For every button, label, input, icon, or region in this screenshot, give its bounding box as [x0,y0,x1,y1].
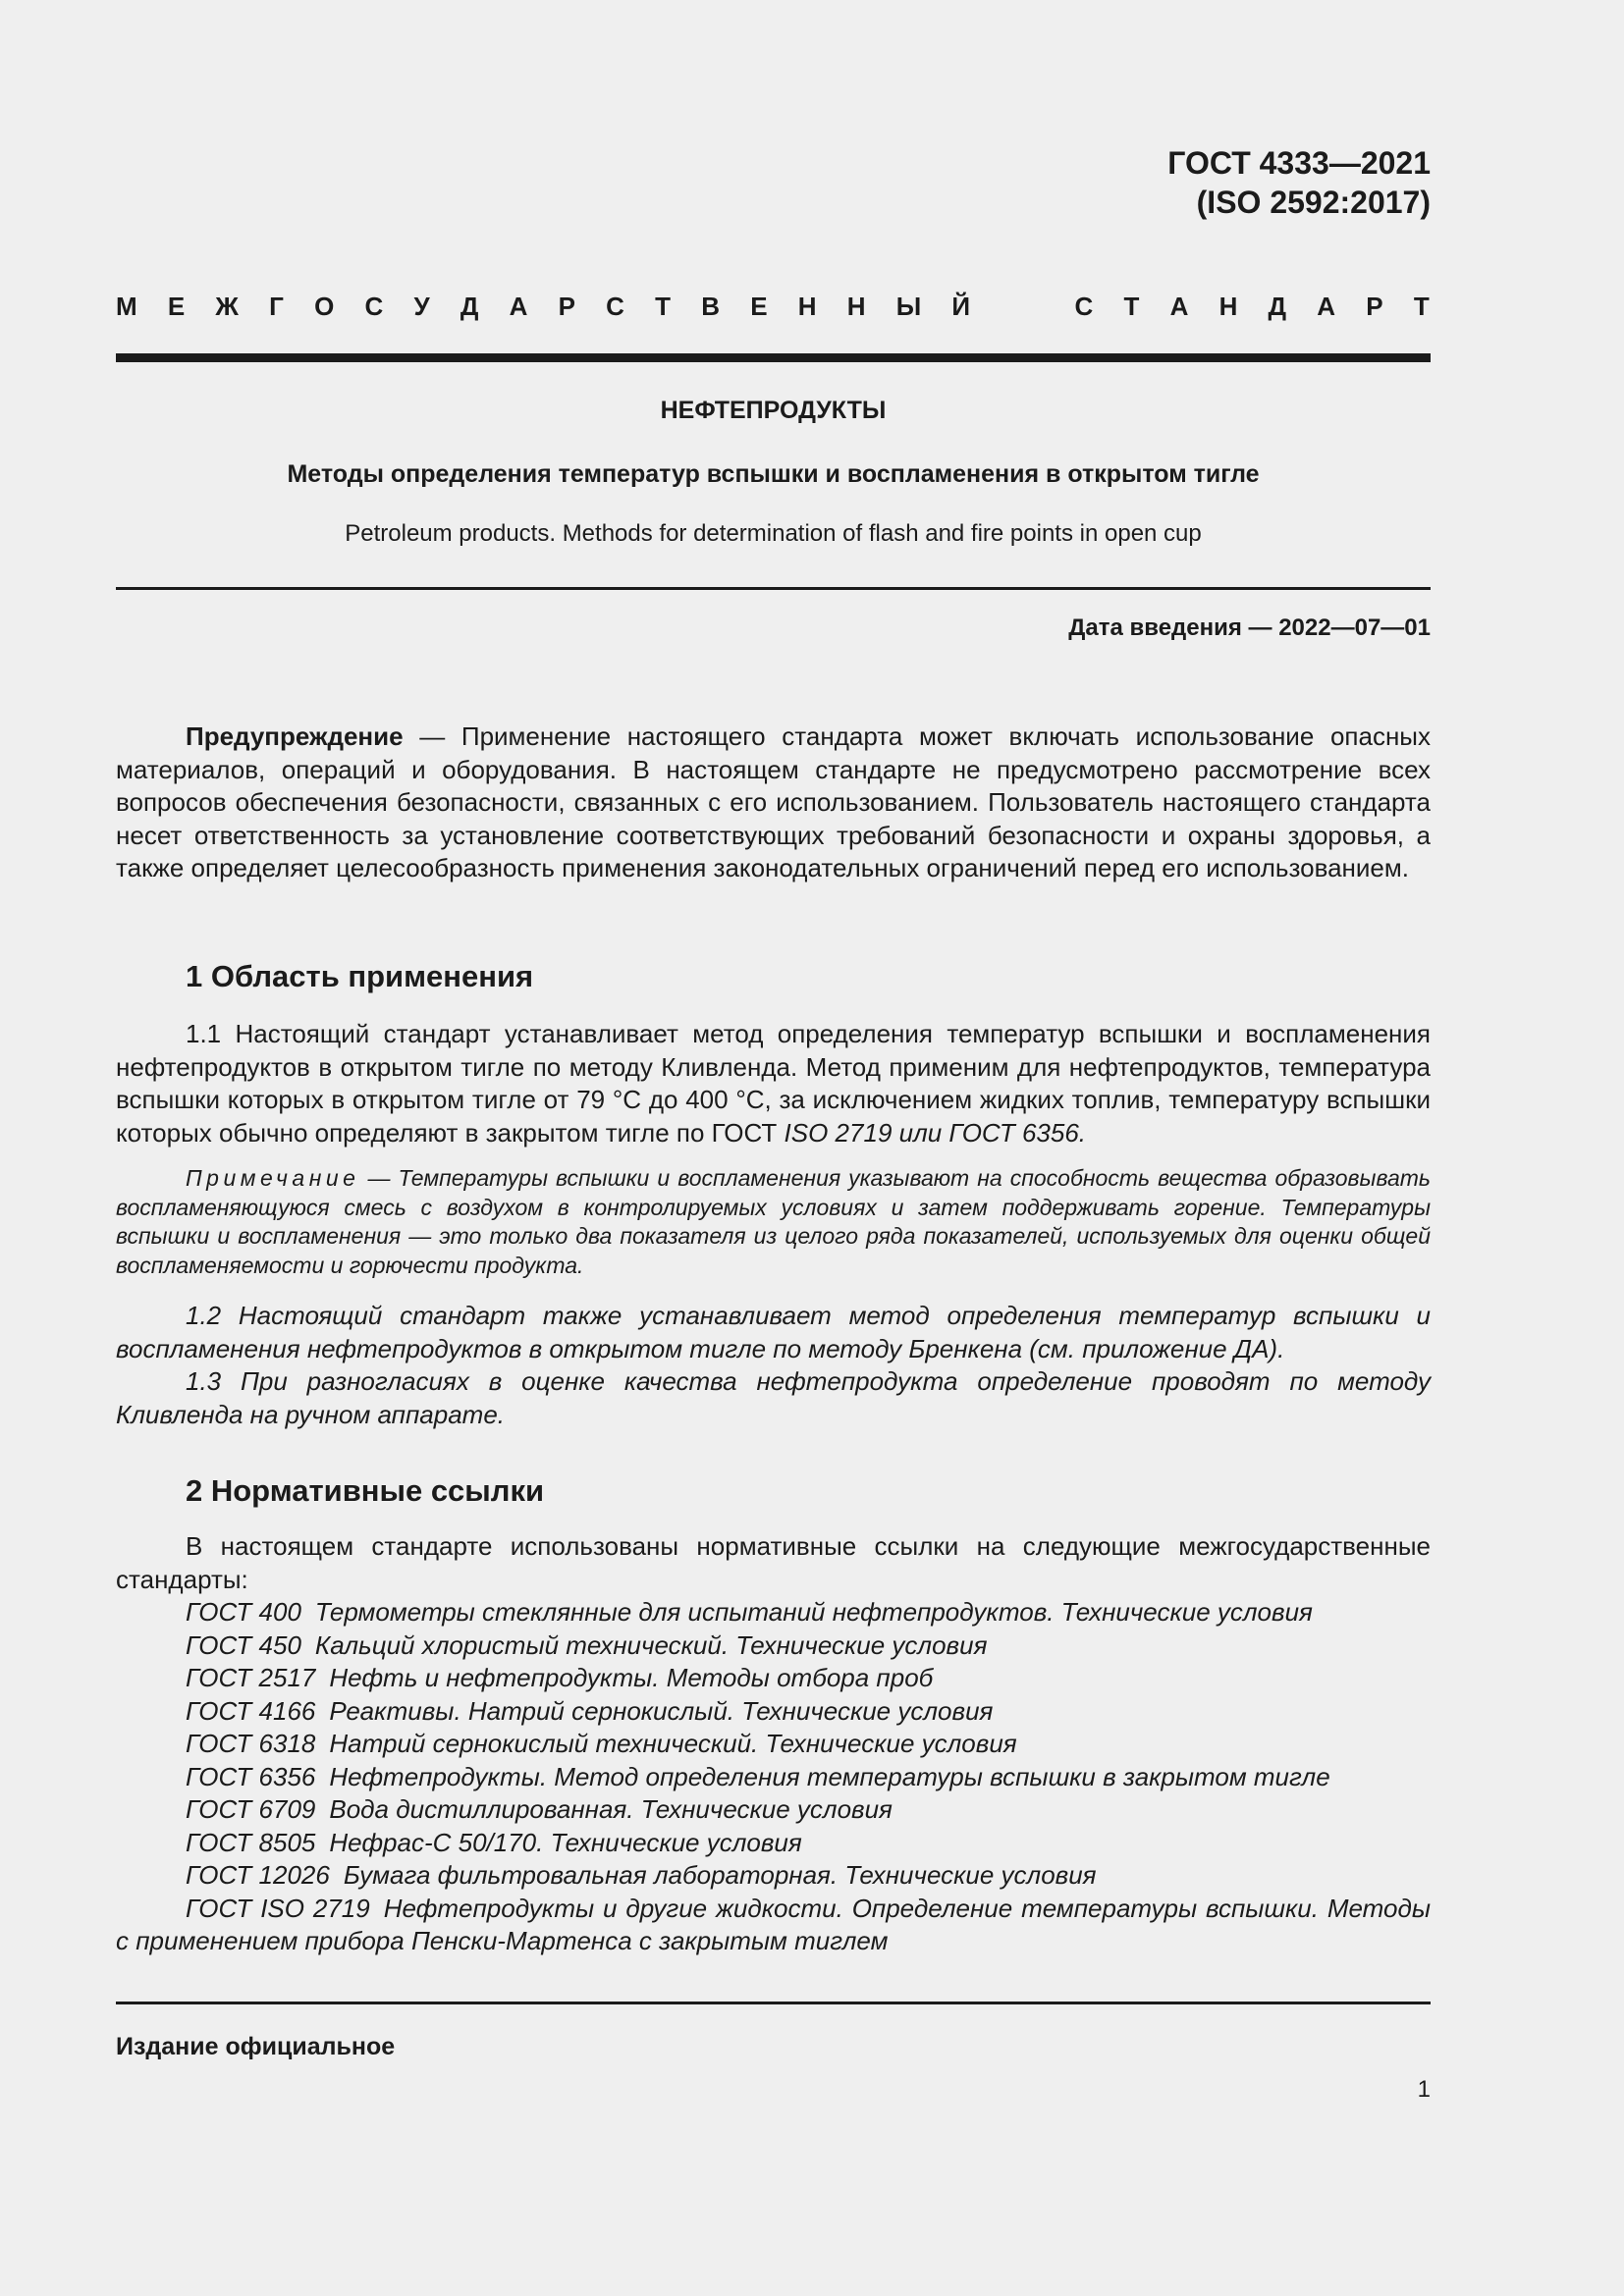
reference-item [116,1893,1431,1958]
banner-letter: А [1317,292,1336,321]
introduction-date: Дата введения — 2022—07—01 [1068,614,1431,641]
banner-letter: Д [1268,292,1287,321]
note-text: — Температуры вспышки и воспламенения указывают на способность вещества образовывать воспламеняющуюся смесь с воздухом в контролируемых условиях и затем поддерживать горение. Температуры вспышки и воспламенения — это только два показателя из целого ряда показателей, используемых для оценки общей воспламеняемости и горючести продукта. [116,1165,1431,1278]
reference-title: Вода дистиллированная. Технические условия [329,1794,893,1824]
reference-item [116,1761,1431,1794]
banner-letter: Р [558,292,575,321]
banner-letter: А [509,292,528,321]
paragraph-1-3: 1.3 При разногласиях в оценке качества нефтепродукта определение проводят по методу Кливленда на ручном аппарате. [116,1366,1431,1429]
reference-title: Бумага фильтровальная лабораторная. Технические условия [343,1860,1097,1890]
warning-label: Предупреждение [186,721,404,751]
section-1-heading: 1 Область применения [186,959,534,993]
banner-letter: У [413,292,430,321]
banner-letter: Н [797,292,817,321]
reference-item [116,1629,1431,1663]
section-2-heading: 2 Нормативные ссылки [186,1473,545,1508]
paragraph-1-1 [116,1018,1431,1149]
warning-paragraph [116,721,1431,885]
standard-number-block [1167,143,1431,222]
banner-letter: Н [1218,292,1238,321]
banner-letter: М [116,292,137,321]
standard-number: ГОСТ 4333—2021 [1167,145,1431,181]
reference-code: ГОСТ ISO 2719 [186,1893,370,1923]
banner-letter: О [314,292,335,321]
paragraph-1-1-italic: ISO 2719 или ГОСТ 6356. [784,1117,1087,1148]
banner-letter: Ы [895,292,922,321]
official-edition-label: Издание официальное [116,2033,396,2060]
english-title: Petroleum products. Methods for determination of flash and fire points in open cup [345,520,1202,547]
banner-letter: А [1169,292,1189,321]
banner-letter: Т [655,292,672,321]
reference-title: Реактивы. Натрий сернокислый. Технические условия [329,1695,994,1726]
banner-word-gap [1001,289,1044,324]
reference-code: ГОСТ 6709 [186,1794,316,1824]
reference-code: ГОСТ 6318 [186,1729,316,1758]
reference-code: ГОСТ 2517 [186,1663,316,1692]
banner-letter: Т [1413,292,1430,321]
banner-letter: В [701,292,721,321]
note-label: Примечание [186,1165,360,1191]
banner-letter: Д [460,292,479,321]
section-2-intro: В настоящем стандарте использованы нормативные ссылки на следующие межгосударственные стандарты: [116,1531,1431,1594]
banner-letter: Р [1366,292,1383,321]
header-rule [116,353,1431,362]
banner-letter: Е [167,292,186,321]
reference-title: Нефрас-С 50/170. Технические условия [329,1827,802,1857]
interstate-standard-banner [116,289,1430,324]
footer-rule [116,2002,1431,2004]
warning-text: — Применение настоящего стандарта может включать использование опасных материалов, операций и оборудования. В настоящем стандарте не предусмотрено рассмотрение всех вопросов обеспечения безопасности, связанных с его использованием. Пользователь настоящего стандарта несет ответственность за установление соответствующих требований безопасности и охраны здоровья, а также определяет целесообразность применения законодательных ограничений перед его использованием. [116,721,1431,882]
reference-item [116,1859,1431,1893]
banner-letter: Ж [215,292,239,321]
iso-number: (ISO 2592:2017) [1196,185,1431,220]
note-paragraph [116,1164,1431,1280]
document-title: НЕФТЕПРОДУКТЫ [660,397,887,424]
reference-title: Нефтепродукты и другие жидкости. Определение температуры вспышки. Методы с применением прибора Пенски-Мартенса с закрытым тиглем [116,1893,1431,1955]
reference-item [116,1793,1431,1827]
banner-letter: С [606,292,624,321]
reference-title: Нефтепродукты. Метод определения температуры вспышки в закрытом тигле [329,1761,1330,1791]
reference-title: Нефть и нефтепродукты. Методы отбора проб [329,1663,934,1692]
title-rule [116,587,1431,590]
page-number: 1 [1417,2076,1431,2103]
banner-letter: Й [951,292,971,321]
reference-code: ГОСТ 400 [186,1597,301,1627]
reference-title: Натрий сернокислый технический. Технические условия [329,1729,1017,1758]
reference-item [116,1596,1431,1629]
reference-item [116,1728,1431,1761]
reference-item [116,1662,1431,1695]
reference-item [116,1827,1431,1860]
reference-code: ГОСТ 12026 [186,1860,330,1890]
paragraph-1-2: 1.2 Настоящий стандарт также устанавливает метод определения температур вспышки и воспламенения нефтепродуктов в открытом тигле по методу Бренкена (см. приложение ДА). [116,1301,1431,1363]
reference-code: ГОСТ 6356 [186,1761,316,1791]
banner-letter: Т [1123,292,1140,321]
reference-title: Кальций хлористый технический. Технические условия [314,1629,988,1660]
reference-code: ГОСТ 450 [186,1629,301,1660]
paragraph-1-1-text: 1.1 Настоящий стандарт устанавливает метод определения температур вспышки и воспламенения нефтепродуктов в открытом тигле по методу Кливленда. Метод применим для нефтепродуктов, температура вспышки которых в открытом тигле от 79 °С до 400 °С, за исключением жидких топлив, температуру вспышки которых обычно определяют в закрытом тигле по ГОСТ [116,1019,1431,1148]
reference-code: ГОСТ 4166 [186,1695,316,1726]
document-subtitle: Методы определения температур вспышки и воспламенения в открытом тигле [287,460,1260,488]
banner-letter: Г [269,292,284,321]
reference-title: Термометры стеклянные для испытаний нефтепродуктов. Технические условия [314,1597,1313,1627]
reference-code: ГОСТ 8505 [186,1827,316,1857]
banner-letter: Н [846,292,866,321]
reference-item [116,1695,1431,1729]
banner-letter: С [364,292,384,321]
banner-letter: С [1074,292,1094,321]
normative-references-list [116,1596,1431,1958]
banner-letter: Е [750,292,768,321]
